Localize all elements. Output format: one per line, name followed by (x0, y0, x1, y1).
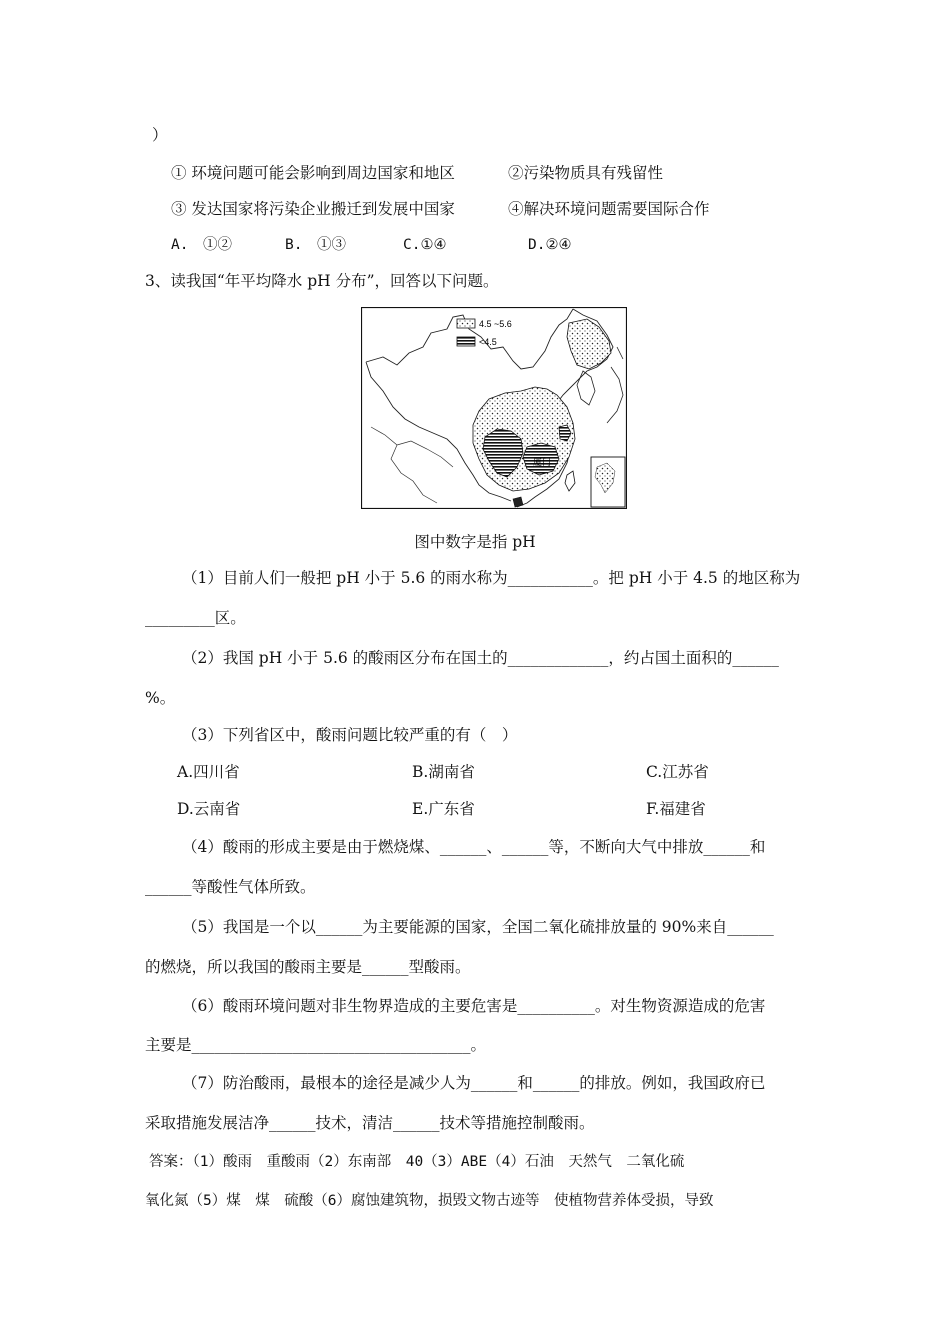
sub-question-6-line-2: 主要是____________________________________。 (145, 1036, 487, 1054)
legend-label-1: 4.5 ~5.6 (479, 319, 512, 329)
legend-swatch-stripes (457, 337, 475, 346)
sub-question-5-line-2: 的燃烧，所以我国的酸雨主要是______型酸雨。 (145, 958, 471, 976)
legend-swatch-dots (457, 319, 475, 328)
question-paren: ） (152, 126, 168, 144)
option-b: B. ①③ (285, 237, 346, 253)
sub-question-2-line-2: %。 (145, 689, 176, 707)
acid-rain-ph-map (361, 307, 627, 509)
legend-label-2: <4.5 (479, 337, 497, 347)
statement-4: ④解决环境问题需要国际合作 (508, 200, 710, 218)
option-e-guangdong: E.广东省 (412, 800, 475, 818)
sub-question-4-line-1: （4）酸雨的形成主要是由于燃烧煤、______、______等，不断向大气中排放______和 (182, 838, 766, 856)
option-a: A. ①② (171, 237, 232, 253)
answer-line-1: 答案：（1）酸雨 重酸雨（2）东南部 40（3）ABE（4）石油 天然气 二氧化硫 (149, 1154, 685, 1170)
option-c-jiangsu: C.江苏省 (646, 763, 709, 781)
sub-question-7-line-1: （7）防治酸雨，最根本的途径是减少人为______和______的排放。例如，我国政府已 (182, 1074, 766, 1092)
city-label: 厦门 (533, 457, 552, 467)
sub-question-6-line-1: （6）酸雨环境问题对非生物界造成的主要危害是__________。对生物资源造成的危害 (182, 997, 766, 1015)
answer-line-2: 氧化氮（5）煤 煤 硫酸（6）腐蚀建筑物，损毁文物古迹等 使植物营养体受损，导致 (145, 1193, 714, 1209)
sub-question-3: （3）下列省区中，酸雨问题比较严重的有（ ） (182, 726, 518, 744)
sub-question-5-line-1: （5）我国是一个以______为主要能源的国家，全国二氧化硫排放量的 90%来自______ (182, 918, 774, 936)
option-f-fujian: F.福建省 (646, 800, 706, 818)
hainan-island (513, 497, 523, 507)
option-a-sichuan: A.四川省 (177, 763, 240, 781)
option-d: D.②④ (528, 237, 572, 253)
sub-question-1-line-1: （1）目前人们一般把 pH 小于 5.6 的雨水称为___________。把 pH 小于 4.5 的地区称为 (182, 569, 801, 587)
question-3-title: 3、读我国“年平均降水 pH 分布”，回答以下问题。 (145, 272, 499, 290)
statement-3: ③ 发达国家将污染企业搬迁到发展中国家 (171, 200, 455, 218)
sub-question-7-line-2: 采取措施发展洁净______技术，清洁______技术等措施控制酸雨。 (145, 1114, 595, 1132)
statement-1: ① 环境问题可能会影响到周边国家和地区 (171, 164, 455, 182)
option-d-yunnan: D.云南省 (177, 800, 241, 818)
option-c: C.①④ (403, 237, 447, 253)
option-b-hunan: B.湖南省 (412, 763, 475, 781)
sub-question-4-line-2: ______等酸性气体所致。 (145, 878, 316, 896)
sub-question-1-line-2: _________区。 (145, 609, 246, 627)
figure-caption: 图中数字是指 pH (414, 533, 536, 551)
statement-2: ②污染物质具有残留性 (508, 164, 664, 182)
sub-question-2-line-1: （2）我国 pH 小于 5.6 的酸雨区分布在国土的_____________，约占国土面积的______ (182, 649, 779, 667)
